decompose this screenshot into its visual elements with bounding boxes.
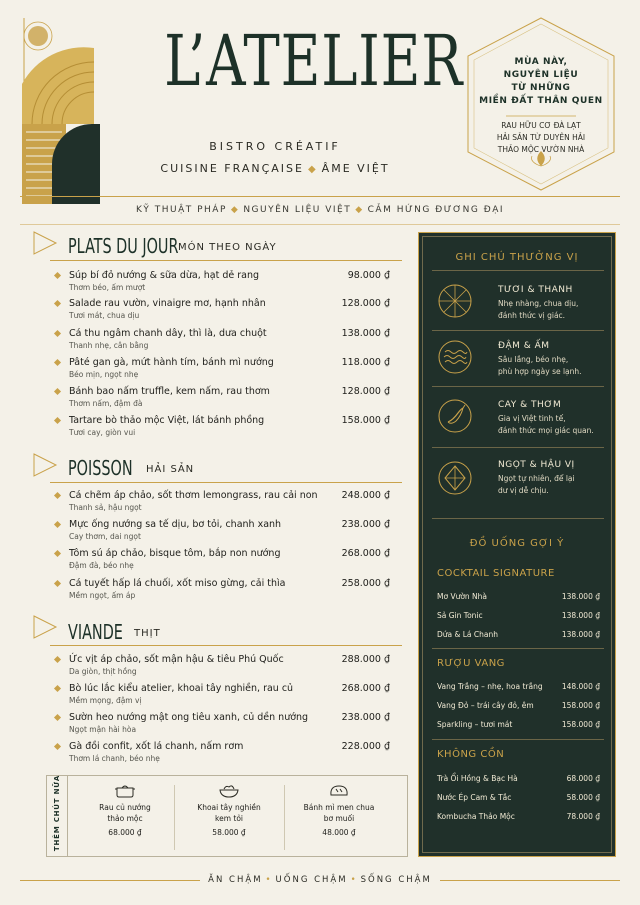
menu-item-price: 268.000 ₫ xyxy=(341,683,390,694)
footer-part: UỐNG CHẬM xyxy=(275,875,348,885)
drink-name: Kombucha Thảo Mộc xyxy=(437,812,515,821)
drink-item xyxy=(437,774,600,788)
side-item-name: thảo mộc xyxy=(107,814,143,823)
side-item-price: 68.000 ₫ xyxy=(108,828,142,837)
drink-item xyxy=(437,592,600,606)
drink-group-title: KHÔNG CỒN xyxy=(437,749,505,760)
tasting-note-title: NGỌT & HẬU VỊ xyxy=(498,460,575,470)
menu-item-name: Tartare bò thảo mộc Việt, lát bánh phồng xyxy=(69,415,265,426)
drink-item xyxy=(437,793,600,807)
section-title-viande: VIANDE xyxy=(68,620,123,644)
menu-item-price: 228.000 ₫ xyxy=(341,741,390,752)
drink-price: 68.000 ₫ xyxy=(566,774,600,783)
menu-item-desc: Cay thơm, dai ngọt xyxy=(69,532,141,541)
seasonal-source-line: THẢO MỘC VƯỜN NHÀ xyxy=(497,145,585,154)
menu-item-name: Salade rau vườn, vinaigre mơ, hạnh nhân xyxy=(69,298,266,309)
menu-item-desc: Béo mịn, ngọt nhẹ xyxy=(69,370,139,379)
menu-item xyxy=(55,490,400,520)
menu-item-name: Tôm sú áp chảo, bisque tôm, bắp non nướng xyxy=(69,548,281,559)
tagline-part: CẢM HỨNG ĐƯƠNG ĐẠI xyxy=(367,205,505,215)
tasting-notes-title: GHI CHÚ THƯỞNG VỊ xyxy=(455,252,579,263)
drinks-title: ĐỒ UỐNG GỢI Ý xyxy=(469,538,565,549)
tagline-part: NGUYÊN LIỆU VIỆT xyxy=(243,205,352,215)
diamond-bullet-icon xyxy=(54,388,61,395)
diamond-bullet-icon xyxy=(54,743,61,750)
menu-item-desc: Thơm lá chanh, béo nhẹ xyxy=(69,754,160,763)
menu-item-price: 158.000 ₫ xyxy=(341,415,390,426)
panel-divider xyxy=(432,447,604,448)
footer-separator: • xyxy=(350,875,358,885)
menu-item xyxy=(55,415,400,445)
menu-item-price: 118.000 ₫ xyxy=(341,357,390,368)
header-divider xyxy=(20,196,620,197)
bowl-icon xyxy=(218,782,240,798)
seasonal-note xyxy=(475,56,607,108)
menu-item-price: 268.000 ₫ xyxy=(341,548,390,559)
side-item-price: 48.000 ₫ xyxy=(322,828,356,837)
tasting-note-desc-line: dư vị dễ chịu. xyxy=(498,486,549,495)
drink-item xyxy=(437,701,600,715)
menu-item-desc: Da giòn, thịt hồng xyxy=(69,667,137,676)
side-item xyxy=(174,782,284,837)
tasting-note-desc-line: đánh thức mọi giác quan. xyxy=(498,426,594,435)
drink-group-title: COCKTAIL SIGNATURE xyxy=(437,568,555,579)
menu-item xyxy=(55,328,400,358)
sides-label: THÊM CHÚT NỮA xyxy=(53,774,61,852)
drink-price: 138.000 ₫ xyxy=(561,592,600,601)
tagline xyxy=(0,205,640,215)
restaurant-title: L’ATELIER xyxy=(164,20,464,102)
section-divider xyxy=(50,645,402,646)
section-subtitle-viande: THỊT xyxy=(134,628,161,639)
panel-divider xyxy=(432,518,604,519)
drink-group-title: RƯỢU VANG xyxy=(437,658,505,669)
tasting-note-desc xyxy=(498,473,608,497)
seasonal-sources xyxy=(475,120,607,156)
section-divider xyxy=(50,260,402,261)
sides-label-column xyxy=(46,775,68,857)
menu-item-desc: Mềm mọng, đậm vị xyxy=(69,696,142,705)
section-arrow-icon xyxy=(32,452,58,478)
chili-icon xyxy=(437,398,473,434)
subtitle-cuisine xyxy=(140,162,410,175)
side-item-name: bơ muối xyxy=(323,814,355,823)
menu-item-price: 248.000 ₫ xyxy=(341,490,390,501)
citrus-slice-icon xyxy=(437,283,473,319)
footer-slogan xyxy=(0,875,640,885)
panel-divider xyxy=(432,739,604,740)
tasting-note-desc xyxy=(498,354,608,378)
drink-item xyxy=(437,720,600,734)
diamond-bullet-icon xyxy=(54,656,61,663)
drink-item xyxy=(437,682,600,696)
drink-price: 78.000 ₫ xyxy=(566,812,600,821)
menu-item-price: 128.000 ₫ xyxy=(341,298,390,309)
menu-item xyxy=(55,654,400,684)
drink-name: Nước Ép Cam & Tắc xyxy=(437,793,512,802)
menu-item xyxy=(55,741,400,771)
header-divider xyxy=(20,224,620,225)
menu-item-desc: Tươi mát, chua dịu xyxy=(69,311,140,320)
waves-icon xyxy=(437,339,473,375)
menu-item-name: Cá tuyết hấp lá chuối, xốt miso gừng, cải thìa xyxy=(69,578,286,589)
section-arrow-icon xyxy=(32,230,58,256)
tagline-separator: ◆ xyxy=(355,205,364,215)
menu-item-name: Gà đồi confit, xốt lá chanh, nấm rơm xyxy=(69,741,244,752)
seasonal-source-line: RAU HỮU CƠ ĐÀ LẠT xyxy=(501,121,581,130)
menu-item-price: 138.000 ₫ xyxy=(341,328,390,339)
tasting-note-desc-line: Nhẹ nhàng, chua dịu, xyxy=(498,299,579,308)
menu-item-desc: Thanh sả, hậu ngọt xyxy=(69,503,142,512)
tagline-part: KỸ THUẬT PHÁP xyxy=(135,205,227,215)
seasonal-note-line: MÙA NÀY, xyxy=(514,57,568,67)
menu-item-price: 98.000 ₫ xyxy=(347,270,390,281)
menu-item-name: Cá thu ngâm chanh dây, thì là, dưa chuột xyxy=(69,328,267,339)
pot-icon xyxy=(114,782,136,798)
section-title-plats: PLATS DU JOUR xyxy=(68,234,179,258)
menu-item-name: Pâté gan gà, mứt hành tím, bánh mì nướng xyxy=(69,357,274,368)
tasting-note-desc-line: phù hợp ngày se lạnh. xyxy=(498,367,582,376)
drink-name: Trà Ổi Hồng & Bạc Hà xyxy=(437,774,518,783)
menu-item-desc: Ngọt mận hài hòa xyxy=(69,725,137,734)
diamond-bullet-icon xyxy=(54,330,61,337)
diamond-bullet-icon xyxy=(54,359,61,366)
tasting-note-desc xyxy=(498,413,608,437)
drink-price: 158.000 ₫ xyxy=(561,720,600,729)
tasting-note-desc-line: Ngọt tự nhiên, để lại xyxy=(498,474,575,483)
menu-item xyxy=(55,357,400,387)
menu-item-price: 258.000 ₫ xyxy=(341,578,390,589)
diamond-bullet-icon xyxy=(54,492,61,499)
menu-item xyxy=(55,578,400,608)
menu-item xyxy=(55,519,400,549)
section-title-poisson: POISSON xyxy=(68,456,133,480)
diamond-bullet-icon xyxy=(54,272,61,279)
side-item-name: Bánh mì men chua xyxy=(303,803,375,812)
tasting-note-title: ĐẬM & ẤM xyxy=(498,341,550,351)
menu-item-desc: Mềm ngọt, ấm áp xyxy=(69,591,136,600)
menu-item-desc: Đậm đà, béo nhẹ xyxy=(69,561,134,570)
side-item xyxy=(284,782,394,837)
diamond-bullet-icon xyxy=(54,685,61,692)
art-deco-emblem xyxy=(14,14,100,204)
drink-price: 58.000 ₫ xyxy=(566,793,600,802)
tasting-note-desc-line: đánh thức vị giác. xyxy=(498,311,566,320)
drink-item xyxy=(437,611,600,625)
menu-item xyxy=(55,683,400,713)
crystal-icon xyxy=(437,460,473,496)
menu-item xyxy=(55,270,400,300)
drink-name: Dứa & Lá Chanh xyxy=(437,630,498,639)
drink-price: 138.000 ₫ xyxy=(561,630,600,639)
footer-part: SỐNG CHẬM xyxy=(360,875,432,885)
subtitle-cuisine-left: CUISINE FRANÇAISE xyxy=(160,162,304,175)
menu-item-desc: Tươi cay, giòn vui xyxy=(69,428,136,437)
diamond-bullet-icon xyxy=(54,417,61,424)
diamond-bullet-icon xyxy=(54,714,61,721)
menu-item xyxy=(55,712,400,742)
panel-divider xyxy=(432,330,604,331)
diamond-bullet-icon xyxy=(54,300,61,307)
menu-item-name: Sườn heo nướng mật ong tiêu xanh, củ dền nướng xyxy=(69,712,309,723)
tasting-note-desc xyxy=(498,298,608,322)
subtitle-separator: ◆ xyxy=(307,164,318,175)
tasting-note-desc-line: Sâu lắng, béo nhẹ, xyxy=(498,355,569,364)
menu-item-name: Mực ống nướng sa tế dịu, bơ tỏi, chanh xanh xyxy=(69,519,282,530)
side-item-name: Rau củ nướng xyxy=(99,803,151,812)
tasting-note-desc-line: Gia vị Việt tinh tế, xyxy=(498,414,566,423)
menu-item-name: Ức vịt áp chảo, sốt mận hậu & tiêu Phú Quốc xyxy=(69,654,284,665)
section-divider xyxy=(50,482,402,483)
menu-item-price: 238.000 ₫ xyxy=(341,712,390,723)
drink-price: 148.000 ₫ xyxy=(561,682,600,691)
footer-separator: • xyxy=(265,875,273,885)
footer-part: ĂN CHẬM xyxy=(208,875,263,885)
drink-name: Vang Đỏ – trái cây đỏ, êm xyxy=(437,701,534,710)
tasting-note-title: TƯƠI & THANH xyxy=(498,285,573,295)
menu-item xyxy=(55,386,400,416)
menu-item-price: 288.000 ₫ xyxy=(341,654,390,665)
section-arrow-icon xyxy=(32,614,58,640)
seasonal-source-line: HẢI SẢN TỪ DUYÊN HẢI xyxy=(496,133,586,142)
bread-icon xyxy=(328,782,350,798)
drink-name: Vang Trắng – nhẹ, hoa trắng xyxy=(437,682,543,691)
subtitle-bistro: BISTRO CRÉATIF xyxy=(209,140,341,153)
tasting-note-title: CAY & THƠM xyxy=(498,400,562,410)
side-item xyxy=(70,782,180,837)
side-item-name: kem tỏi xyxy=(215,814,243,823)
seasonal-note-line: TỪ NHỮNG xyxy=(511,83,571,93)
menu-item-name: Bánh bao nấm truffle, kem nấm, rau thơm xyxy=(69,386,270,397)
drink-name: Mơ Vườn Nhà xyxy=(437,592,488,601)
menu-item-name: Súp bí đỏ nướng & sữa dừa, hạt dẻ rang xyxy=(69,270,259,281)
diamond-bullet-icon xyxy=(54,521,61,528)
panel-divider xyxy=(432,270,604,271)
drink-name: Sparkling – tươi mát xyxy=(437,720,513,729)
menu-item-name: Cá chẽm áp chảo, sốt thơm lemongrass, rau cải non xyxy=(69,490,318,501)
diamond-bullet-icon xyxy=(54,580,61,587)
menu-item xyxy=(55,548,400,578)
drink-item xyxy=(437,630,600,644)
drink-price: 138.000 ₫ xyxy=(561,611,600,620)
panel-divider xyxy=(432,386,604,387)
drink-price: 158.000 ₫ xyxy=(561,701,600,710)
diamond-bullet-icon xyxy=(54,550,61,557)
seasonal-note-line: MIỀN ĐẤT THÂN QUEN xyxy=(479,96,603,106)
section-subtitle-plats: MÓN THEO NGÀY xyxy=(178,242,277,253)
menu-item-desc: Thơm béo, ấm mượt xyxy=(69,283,146,292)
menu-item-price: 128.000 ₫ xyxy=(341,386,390,397)
panel-divider xyxy=(432,648,604,649)
drink-name: Sả Gin Tonic xyxy=(437,611,483,620)
side-item-price: 58.000 ₫ xyxy=(212,828,246,837)
menu-item-desc: Thanh nhẹ, cân bằng xyxy=(69,341,149,350)
menu-item-price: 238.000 ₫ xyxy=(341,519,390,530)
seasonal-note-line: NGUYÊN LIỆU xyxy=(503,70,579,80)
subtitle-cuisine-right: ÂME VIỆT xyxy=(321,162,390,175)
menu-item xyxy=(55,298,400,328)
menu-item-name: Bò lúc lắc kiểu atelier, khoai tây nghiền, rau củ xyxy=(69,683,294,694)
side-item-name: Khoai tây nghiền xyxy=(197,803,261,812)
drink-item xyxy=(437,812,600,826)
menu-item-desc: Thơm nấm, đậm đà xyxy=(69,399,143,408)
tagline-separator: ◆ xyxy=(230,205,240,215)
section-subtitle-poisson: HẢI SẢN xyxy=(146,464,195,475)
